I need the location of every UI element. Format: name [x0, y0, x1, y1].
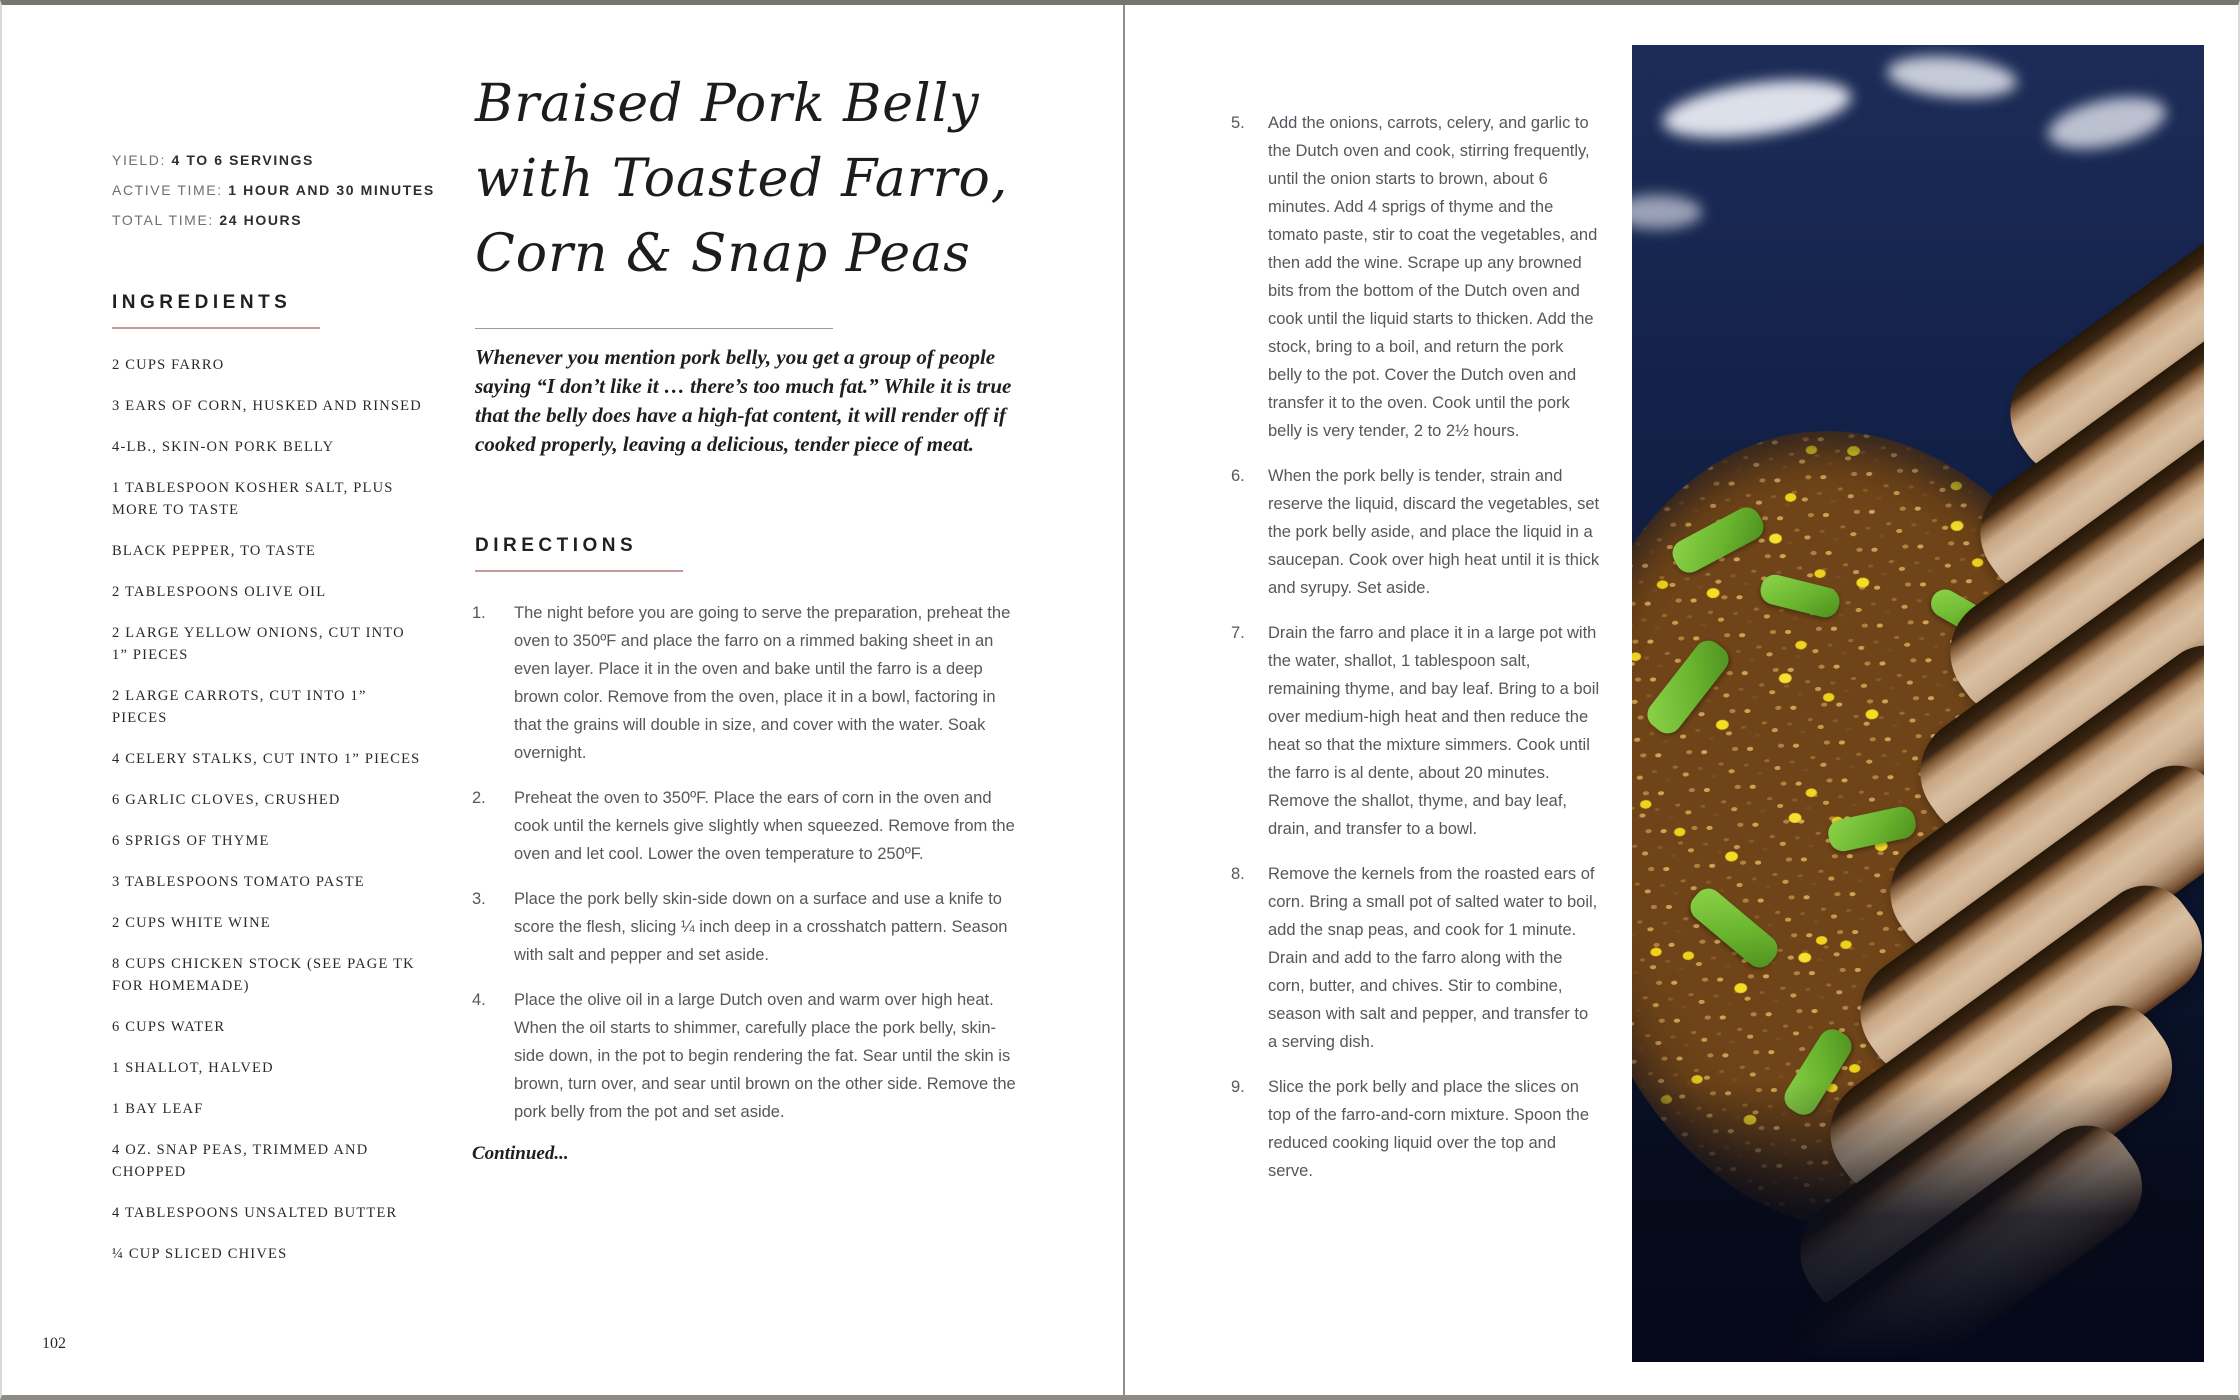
- ingredient-item: 4 TABLESPOONS UNSALTED BUTTER: [112, 1205, 398, 1221]
- ingredient-item: 4 CELERY STALKS, CUT INTO 1” PIECES: [112, 751, 421, 767]
- step-text: Slice the pork belly and place the slices on top of the farro-and-corn mixture. Spoon the reduced cooking liquid over the top and serve.: [1268, 1078, 1590, 1180]
- plate-highlight: [1659, 70, 1854, 148]
- ingredient-item: 4-LB., SKIN-ON PORK BELLY: [112, 439, 335, 455]
- ingredient-item: 8 CUPS CHICKEN STOCK (SEE PAGE TK FOR HOMEMADE): [112, 956, 415, 994]
- title-rule: [475, 328, 833, 329]
- ingredient-item: 2 TABLESPOONS OLIVE OIL: [112, 584, 327, 600]
- step-text: Remove the kernels from the roasted ears of corn. Bring a small pot of salted water to boil, add the snap peas, and cook for 1 minute. Drain and add to the farro along with the corn, butter, and chives. Stir to combine, season with salt and pepper, and transfer to a serving dish.: [1268, 865, 1598, 1051]
- ingredient-item: ¼ CUP SLICED CHIVES: [112, 1246, 288, 1262]
- step-text: Add the onions, carrots, celery, and garlic to the Dutch oven and cook, stirring frequently, until the onion starts to brown, about 6 minutes. Add 4 sprigs of thyme and the tomato paste, stir to coat the vegetables, and then add the wine. Scrape up any browned bits from the bottom of the Dutch oven and cook until the liquid starts to thicken. Add the stock, bring to a boil, and return the pork belly to the pot. Cover the Dutch oven and transfer it to the oven. Cook until the pork belly is very tender, 2 to 2½ hours.: [1268, 114, 1598, 440]
- ingredient-item: 2 LARGE CARROTS, CUT INTO 1” PIECES: [112, 688, 367, 726]
- continued-note: Continued...: [472, 1143, 569, 1164]
- recipe-intro: Whenever you mention pork belly, you get a group of people saying “I don’t like it … there’s too much fat.” While it is true that the belly does have a high-fat content, it will render off if cooked properly, leaving a delicious, tender piece of meat.: [475, 345, 1012, 456]
- ingredient-item: 2 CUPS WHITE WINE: [112, 915, 271, 931]
- directions-list-right: [1231, 109, 1601, 1185]
- ingredient-item: 6 SPRIGS OF THYME: [112, 833, 270, 849]
- step-number: 1.: [472, 604, 486, 622]
- yield-value: 4 TO 6 SERVINGS: [171, 152, 314, 168]
- ingredients-header: INGREDIENTS: [112, 292, 292, 313]
- direction-step: [1231, 1073, 1601, 1185]
- yield-label: YIELD:: [112, 152, 166, 168]
- recipe-photo: [1632, 45, 2204, 1362]
- step-number: 9.: [1231, 1078, 1245, 1096]
- step-number: 6.: [1231, 467, 1245, 485]
- directions-list-left: [472, 599, 1022, 1126]
- active-time-label: ACTIVE TIME:: [112, 182, 223, 198]
- ingredients-list: [112, 354, 422, 1284]
- recipe-title-line2: with Toasted Farro,: [475, 149, 1009, 209]
- direction-step: [472, 885, 1022, 969]
- yield-row: [112, 145, 435, 175]
- step-number: 2.: [472, 789, 486, 807]
- directions-column-left: [472, 599, 1022, 1165]
- total-time-row: [112, 205, 435, 235]
- direction-step: [1231, 109, 1601, 445]
- direction-step: [472, 784, 1022, 868]
- active-time-value: 1 HOUR AND 30 MINUTES: [228, 182, 435, 198]
- recipe-title-line1: Braised Pork Belly: [475, 74, 980, 134]
- ingredient-item: 4 OZ. SNAP PEAS, TRIMMED AND CHOPPED: [112, 1142, 369, 1180]
- direction-step: [1231, 462, 1601, 602]
- photo-sauce-shadow: [1632, 1082, 2204, 1362]
- directions-column-right: [1231, 109, 1601, 1202]
- ingredient-item: 2 LARGE YELLOW ONIONS, CUT INTO 1” PIECES: [112, 625, 405, 663]
- step-text: Preheat the oven to 350ºF. Place the ears of corn in the oven and cook until the kernels give slightly when squeezed. Remove from the oven and let cool. Lower the oven temperature to 250ºF.: [514, 789, 1015, 863]
- plate-highlight: [1632, 195, 1702, 229]
- ingredient-item: 1 TABLESPOON KOSHER SALT, PLUS MORE TO TASTE: [112, 480, 394, 518]
- direction-step: [1231, 860, 1601, 1056]
- recipe-title-line3: Corn & Snap Peas: [475, 224, 971, 284]
- ingredient-item: 1 SHALLOT, HALVED: [112, 1060, 274, 1076]
- plate-highlight: [1886, 51, 2019, 102]
- direction-step: [1231, 619, 1601, 843]
- step-text: Place the pork belly skin-side down on a surface and use a knife to score the flesh, slicing ¼ inch deep in a crosshatch pattern. Season with salt and pepper and set aside.: [514, 890, 1008, 964]
- ingredient-item: 2 CUPS FARRO: [112, 357, 225, 373]
- step-number: 3.: [472, 890, 486, 908]
- step-text: Place the olive oil in a large Dutch oven and warm over high heat. When the oil starts to shimmer, carefully place the pork belly, skin-side down, in the pot to begin rendering the fat. Sear until the skin is brown, turn over, and sear until brown on the other side. Remove the pork belly from the pot and set aside.: [514, 991, 1016, 1121]
- ingredient-item: BLACK PEPPER, TO TASTE: [112, 543, 317, 559]
- step-text: The night before you are going to serve the preparation, preheat the oven to 350ºF and place the farro on a rimmed baking sheet in an even layer. Place it in the oven and bake until the farro is a deep brown color. Remove from the oven, place it in a bowl, factoring in that the grains will double in size, and cover with the water. Soak overnight.: [514, 604, 1011, 762]
- page-gutter-divider: [1123, 5, 1125, 1395]
- directions-rule: [475, 570, 683, 572]
- total-time-label: TOTAL TIME:: [112, 212, 214, 228]
- recipe-meta-block: [112, 145, 435, 235]
- ingredient-item: 3 EARS OF CORN, HUSKED AND RINSED: [112, 398, 422, 414]
- plate-highlight: [2044, 88, 2171, 158]
- ingredient-item: 6 GARLIC CLOVES, CRUSHED: [112, 792, 341, 808]
- ingredient-item: 3 TABLESPOONS TOMATO PASTE: [112, 874, 365, 890]
- direction-step: [472, 599, 1022, 767]
- step-number: 7.: [1231, 624, 1245, 642]
- step-text: Drain the farro and place it in a large pot with the water, shallot, 1 tablespoon salt, remaining thyme, and bay leaf. Bring to a boil over medium-high heat and then reduce the heat so that the mixture simmers. Cook until the farro is al dente, about 20 minutes. Remove the shallot, thyme, and bay leaf, drain, and transfer to a bowl.: [1268, 624, 1600, 838]
- recipe-title: [475, 67, 1035, 292]
- total-time-value: 24 HOURS: [219, 212, 303, 228]
- step-number: 4.: [472, 991, 486, 1009]
- active-time-row: [112, 175, 435, 205]
- step-number: 8.: [1231, 865, 1245, 883]
- ingredients-rule: [112, 327, 320, 329]
- directions-header: DIRECTIONS: [475, 535, 638, 556]
- ingredient-item: 1 BAY LEAF: [112, 1101, 204, 1117]
- step-text: When the pork belly is tender, strain and reserve the liquid, discard the vegetables, set the pork belly aside, and place the liquid in a saucepan. Cook over high heat until it is thick and syrupy. Set aside.: [1268, 467, 1600, 597]
- ingredient-item: 6 CUPS WATER: [112, 1019, 226, 1035]
- direction-step: [472, 986, 1022, 1126]
- step-number: 5.: [1231, 114, 1245, 132]
- page-number: 102: [42, 1335, 66, 1352]
